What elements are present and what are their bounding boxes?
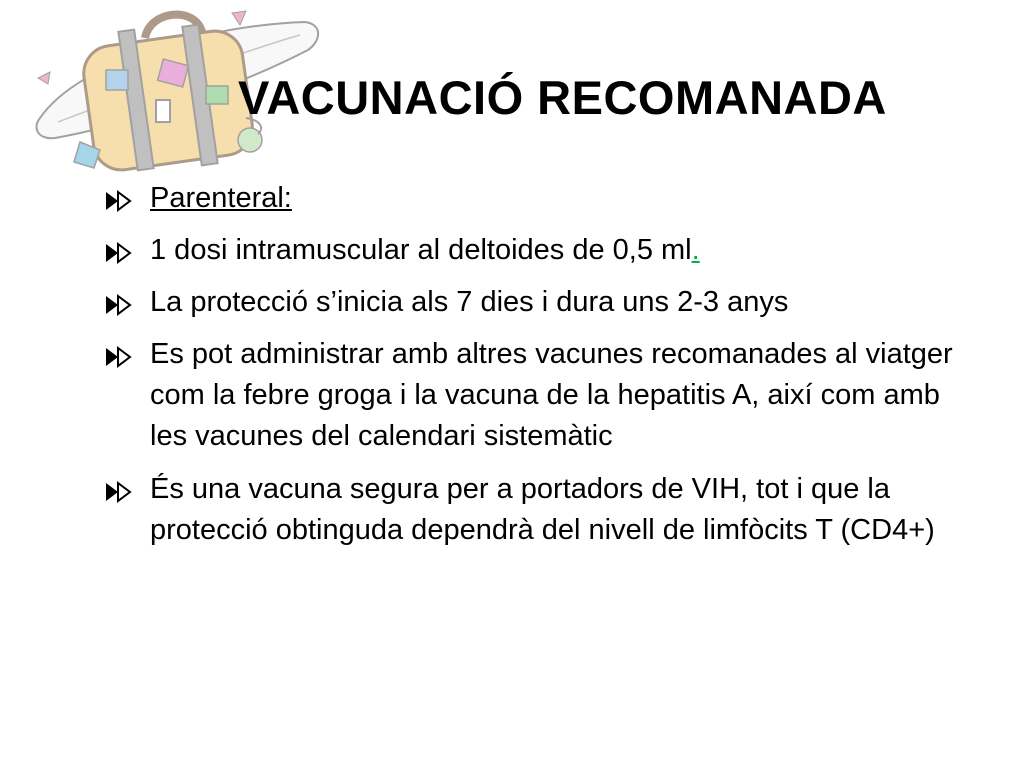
bullet-item xyxy=(104,469,984,551)
arrow-bullet-icon xyxy=(104,346,132,368)
bullet-list xyxy=(104,178,984,551)
bullet-text-coadministration: Es pot administrar amb altres vacunes recomanades al viatger com la febre groga i la vacuna de la hepatitis A, així com amb les vacunes del calendari sistemàtic xyxy=(150,338,953,452)
bullet-item xyxy=(104,282,984,323)
bullet-text-hiv: És una vacuna segura per a portadors de VIH, tot i que la protecció obtinguda dependrà del nivell de limfòcits T (CD4+) xyxy=(150,473,935,546)
bullet-text-dose: 1 dosi intramuscular al deltoides de 0,5 ml xyxy=(150,234,692,266)
bullet-item xyxy=(104,334,984,457)
arrow-bullet-icon xyxy=(104,190,132,212)
arrow-bullet-icon xyxy=(104,242,132,264)
arrow-bullet-icon xyxy=(104,481,132,503)
bullet-text-protection: La protecció s’inicia als 7 dies i dura uns 2-3 anys xyxy=(150,286,789,318)
bullet-text-parenteral: Parenteral: xyxy=(150,182,292,214)
arrow-bullet-icon xyxy=(104,294,132,316)
bullet-item xyxy=(104,178,984,219)
bullet-trailing-dot: . xyxy=(691,234,700,266)
slide-title: VACUNACIÓ RECOMANADA xyxy=(238,71,887,124)
bullet-item xyxy=(104,230,984,271)
